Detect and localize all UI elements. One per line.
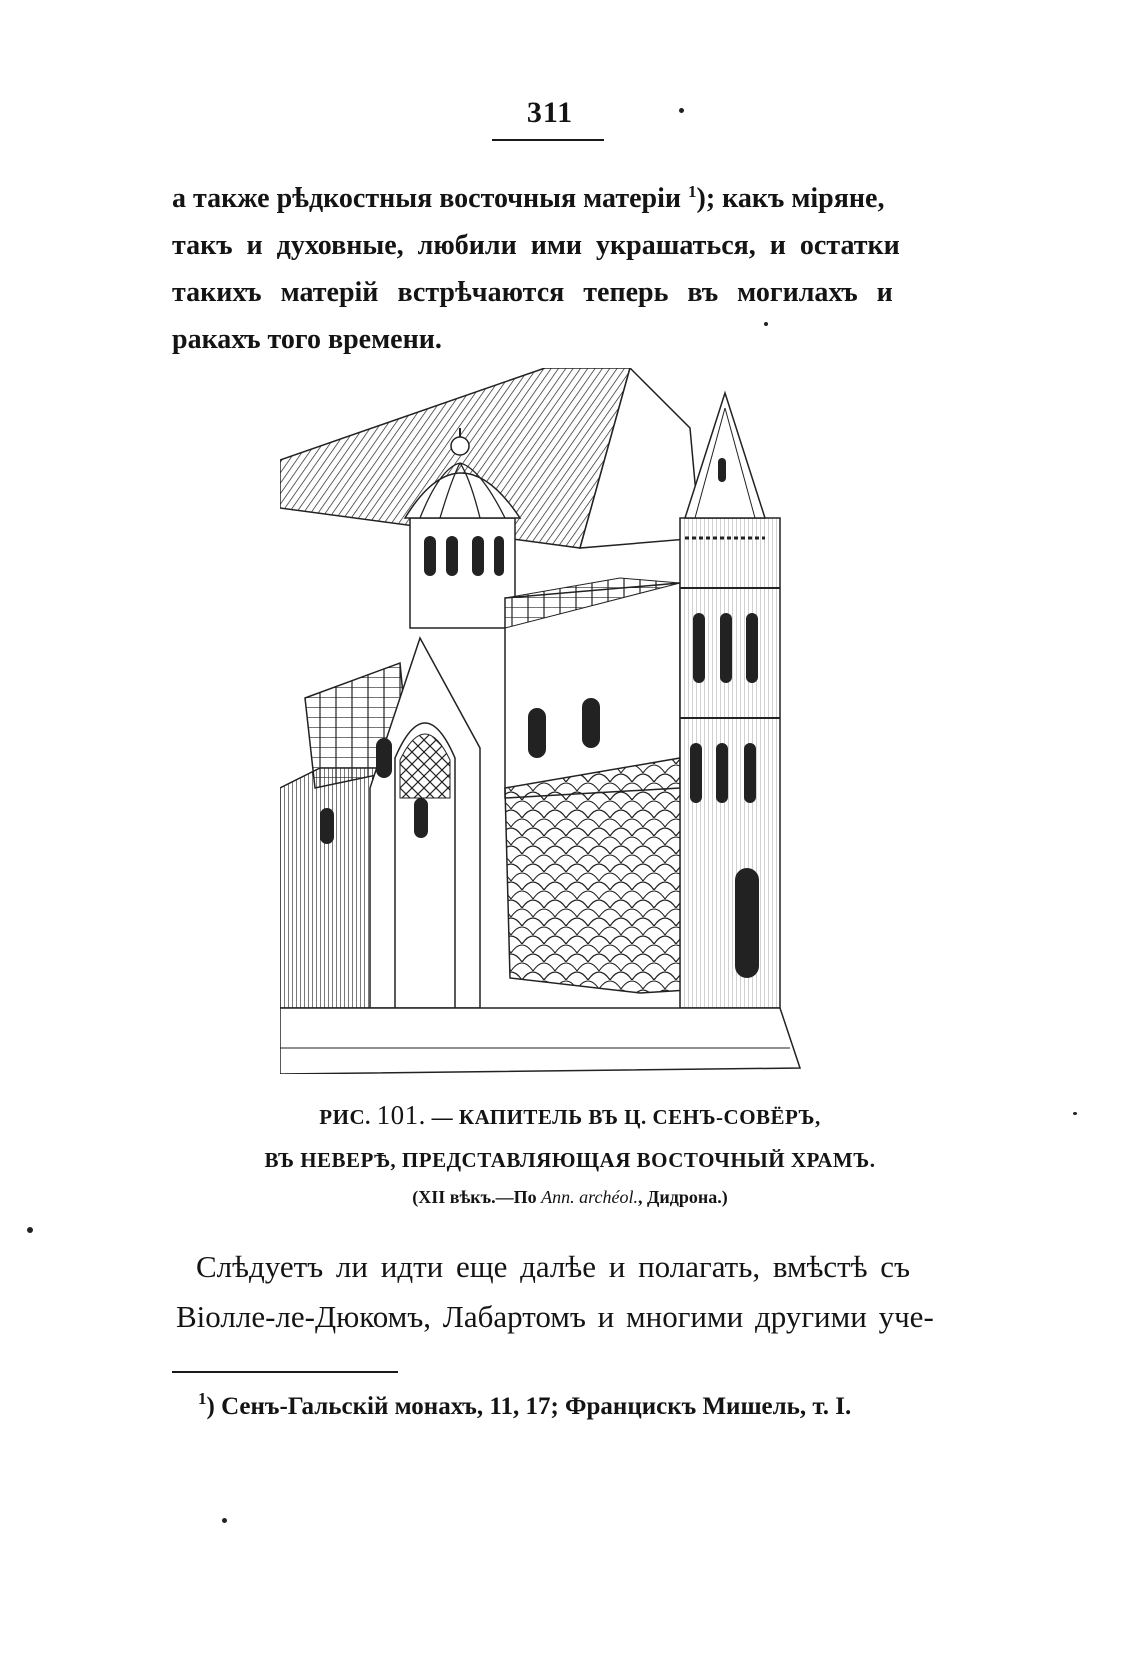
footnote-marker: 1 [198,1389,207,1408]
paragraph-line [172,175,934,222]
line-text [172,175,884,222]
caption-source-text: , Дидрона.) [637,1187,728,1207]
line-text-part: а также рѣдкостныя восточныя матеріи [172,183,688,214]
top-paragraph [172,175,934,363]
page-number-rule [492,139,604,141]
line-text-part: ); какъ міряне, [696,183,885,214]
footnote-rule [172,1371,398,1373]
speck [679,108,684,113]
paragraph-line: Слѣдуетъ ли идти еще далѣе и полагать, вмѣстѣ съ [196,1249,911,1284]
caption-title: — КАПИТЕЛЬ ВЪ Ц. СЕНЪ-СОВЁРЪ, [431,1105,821,1129]
footnote-ref[interactable]: 1 [688,182,697,201]
paragraph-line: такъ и духовные, любили ими украшаться, и остатки [172,230,900,261]
page-number: 311 [526,96,574,129]
caption-source-text: (XII вѣкъ.—По [412,1187,542,1207]
speck [222,1518,227,1523]
caption-source-italic: Ann. archéol. [541,1187,638,1207]
body-paragraph [176,1242,934,1342]
footnote-text: ) Сенъ-Гальскій монахъ, 11, 17; Францискъ Мишель, т. I. [206,1393,852,1420]
church-capital-illustration [280,368,820,1074]
figure-caption-source [130,1187,1010,1208]
speck [27,1227,33,1233]
figure-caption-line-2: ВЪ НЕВЕРѢ, ПРЕДСТАВЛЯЮЩАЯ ВОСТОЧНЫЙ ХРАМЪ. [264,1148,876,1172]
paragraph-line: Віолле-ле-Дюкомъ, Лабартомъ и многими другими уче- [176,1299,934,1334]
paragraph-line: такихъ матерій встрѣчаются теперь въ могилахъ и [172,277,893,308]
figure-caption-line-1 [130,1100,1010,1131]
caption-label: РИС. [319,1105,371,1129]
figure-number: 101. [376,1100,426,1130]
footnote [198,1389,928,1421]
speck [1073,1112,1077,1115]
paragraph-line: ракахъ того времени. [172,324,442,355]
